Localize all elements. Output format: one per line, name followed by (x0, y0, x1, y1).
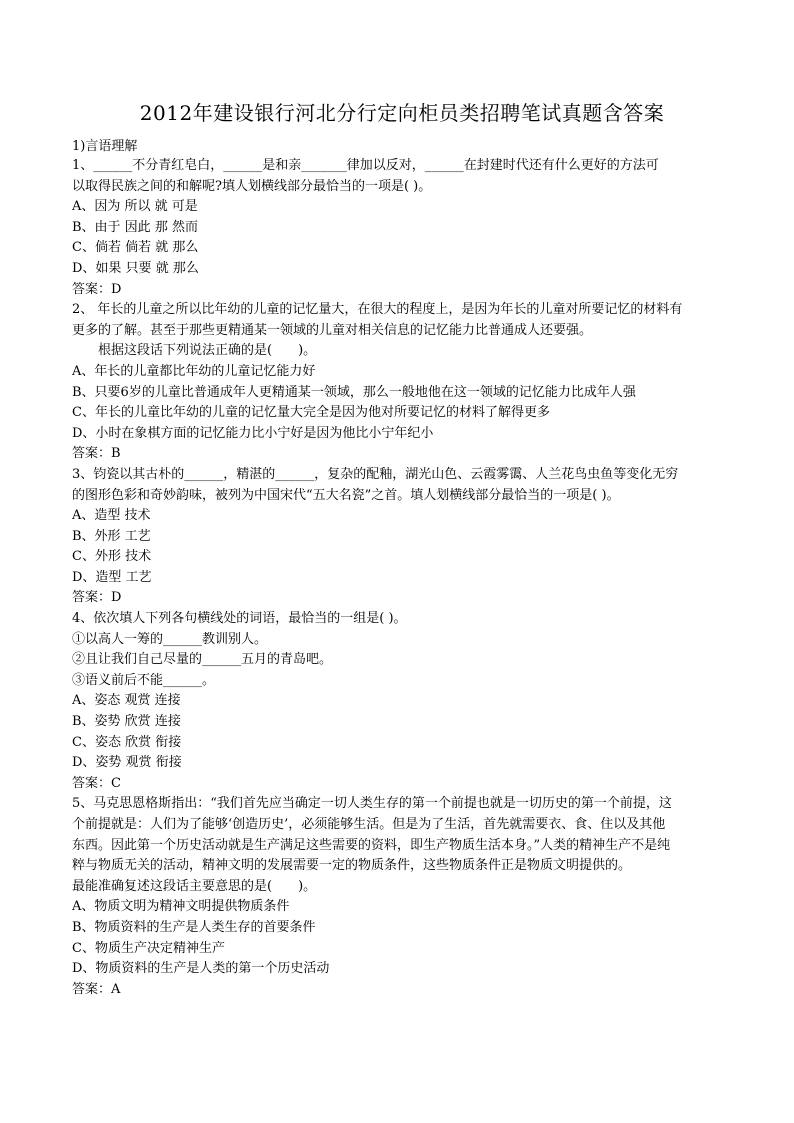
question-1 (72, 156, 732, 300)
answer: 答案：D (72, 281, 122, 297)
option-c: C、倘若 倘若 就 那么 (72, 240, 199, 256)
document-page (72, 100, 732, 1000)
option-c: C、年长的儿童比年幼的儿童的记忆量大完全是因为他对所要记忆的材料了解得更多 (72, 405, 550, 421)
question-stem-line: 4、依次填人下列各句横线处的词语，最恰当的一组是( )。 (72, 611, 407, 627)
question-2 (72, 300, 732, 465)
question-stem-line: 3、钧瓷以其古朴的______，精湛的______，复杂的配釉，湖光山色、云霞雾霭、人兰花鸟虫鱼等变化无穷 (72, 466, 679, 482)
question-prompt: 根据这段话下列说法正确的是( )。 (98, 343, 317, 359)
question-stem-line: 5、马克思恩格斯指出：“我们首先应当确定一切人类生存的第一个前提也就是一切历史的第一个前提，这 (72, 796, 672, 812)
answer: 答案：A (72, 981, 121, 997)
question-stem-line: 以取得民族之间的和解呢?填人划横线部分最恰当的一项是( )。 (72, 178, 432, 194)
option-d: D、小时在象棋方面的记忆能力比小宁好是因为他比小宁年纪小 (72, 425, 434, 441)
section-heading: 1)言语理解 (72, 139, 138, 154)
question-stem-line: 2、 年长的儿童之所以比年幼的儿童的记忆量大，在很大的程度上，是因为年长的儿童对所要记忆的材料有 (72, 302, 683, 318)
answer: 答案：C (72, 775, 121, 791)
option-a: A、造型 技术 (72, 508, 151, 524)
question-stem-line: 东西。因此第一个历史活动就是生产满足这些需要的资料，即生产物质生活本身。”人类的精神生产不是纯 (72, 837, 671, 853)
question-stem-line: ②且让我们自己尽量的______五月的青岛吧。 (72, 652, 333, 668)
question-stem-line: 的图形色彩和奇妙韵味，被列为中国宋代“五大名瓷”之首。填人划横线部分最恰当的一项是( )。 (72, 487, 620, 503)
document-title: 2012年建设银行河北分行定向柜员类招聘笔试真题含答案 (139, 101, 665, 125)
option-a: A、物质文明为精神文明提供物质条件 (72, 899, 290, 915)
option-a: A、因为 所以 就 可是 (72, 199, 198, 215)
question-list (72, 156, 732, 1000)
option-b: B、只要6岁的儿童比普通成年人更精通某一领域，那么一般地他在这一领域的记忆能力比成年人强 (72, 384, 636, 400)
option-a: A、姿态 观赏 连接 (72, 693, 181, 709)
answer: 答案：D (72, 590, 122, 606)
option-b: B、物质资料的生产是人类生存的首要条件 (72, 919, 316, 935)
option-c: C、物质生产决定精神生产 (72, 940, 225, 956)
question-stem-line: 个前提就是：人们为了能够‘创造历史’，必须能够生活。但是为了生活，首先就需要衣、食、住以及其他 (72, 817, 666, 832)
option-d: D、造型 工艺 (72, 569, 152, 585)
question-3 (72, 465, 732, 609)
option-b: B、由于 因此 那 然而 (72, 219, 198, 235)
question-stem-line: ③语义前后不能______。 (72, 672, 216, 688)
option-d: D、姿势 观赏 衔接 (72, 755, 182, 771)
option-d: D、物质资料的生产是人类的第一个历史活动 (72, 961, 330, 977)
question-stem-line: 1、______不分青红皂白，______是和亲_______律加以反对，______在封建时代还有什么更好的方法可 (72, 158, 659, 173)
option-a: A、年长的儿童都比年幼的儿童记忆能力好 (72, 363, 316, 379)
option-d: D、如果 只要 就 那么 (72, 260, 199, 276)
question-stem-line: 粹与物质无关的活动，精神文明的发展需要一定的物质条件，这些物质条件正是物质文明提供的。 (72, 858, 632, 874)
option-c: C、姿态 欣赏 衔接 (72, 734, 182, 750)
question-stem-line: 更多的了解。甚至于那些更精通某一领域的儿童对相关信息的记忆能力比普通成人还要强。 (72, 322, 593, 338)
answer: 答案：B (72, 446, 121, 462)
option-c: C、外形 技术 (72, 549, 152, 565)
option-b: B、姿势 欣赏 连接 (72, 714, 181, 730)
question-stem-line: 最能准确复述这段话主要意思的是( )。 (72, 878, 317, 894)
question-4 (72, 609, 732, 794)
option-b: B、外形 工艺 (72, 528, 151, 544)
question-stem-line: ①以高人一筹的______教训别人。 (72, 631, 268, 647)
question-5 (72, 794, 732, 1000)
